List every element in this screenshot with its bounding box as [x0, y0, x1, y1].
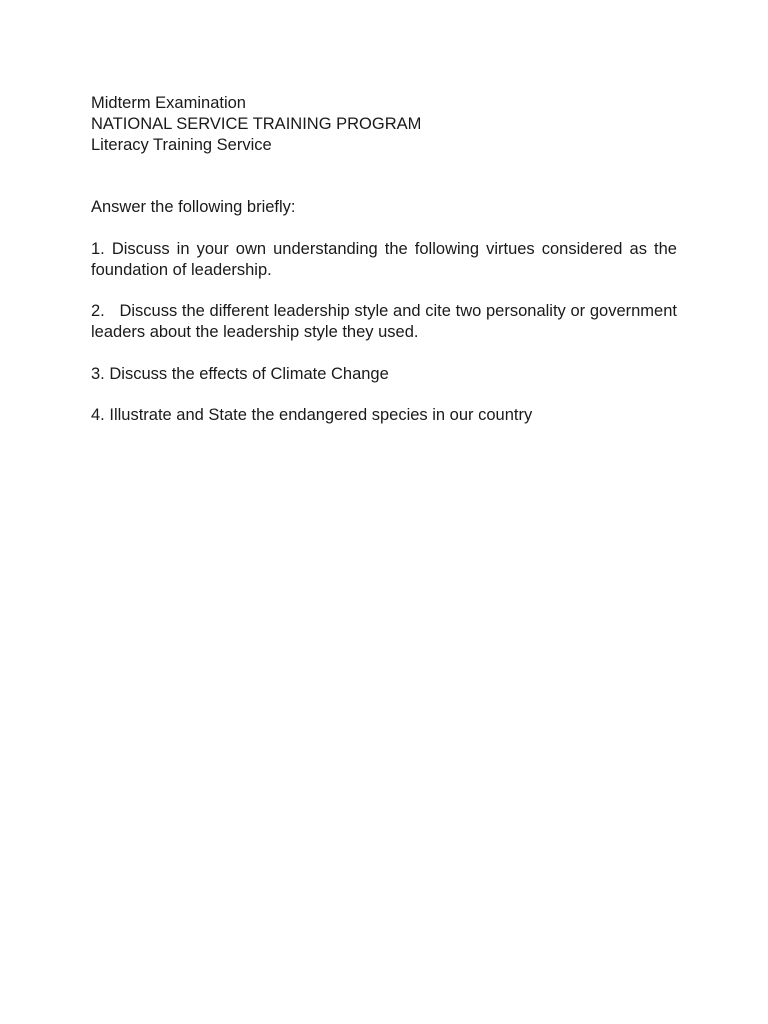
question-3 — [91, 364, 677, 385]
question-text: Discuss in your own understanding the following virtues considered as the foundation of leadership. — [91, 239, 677, 279]
program-name: NATIONAL SERVICE TRAINING PROGRAM — [91, 114, 422, 133]
document-body — [91, 93, 677, 426]
question-number: 4. — [91, 406, 105, 425]
question-2 — [91, 301, 677, 343]
question-1 — [91, 239, 677, 281]
exam-title: Midterm Examination — [91, 94, 246, 112]
question-text: Discuss the effects of Climate Change — [109, 364, 389, 383]
question-text: Illustrate and State the endangered species in our country — [109, 406, 533, 425]
component-name: Literacy Training Service — [91, 135, 272, 154]
question-number: 3. — [91, 364, 105, 383]
question-number: 2. — [91, 302, 105, 321]
instruction-text: Answer the following briefly: — [91, 198, 296, 217]
question-4 — [91, 405, 677, 426]
question-number: 1. — [91, 239, 105, 258]
question-text: Discuss the different leadership style and cite two personality or government leaders about the leadership style they used. — [91, 302, 677, 342]
